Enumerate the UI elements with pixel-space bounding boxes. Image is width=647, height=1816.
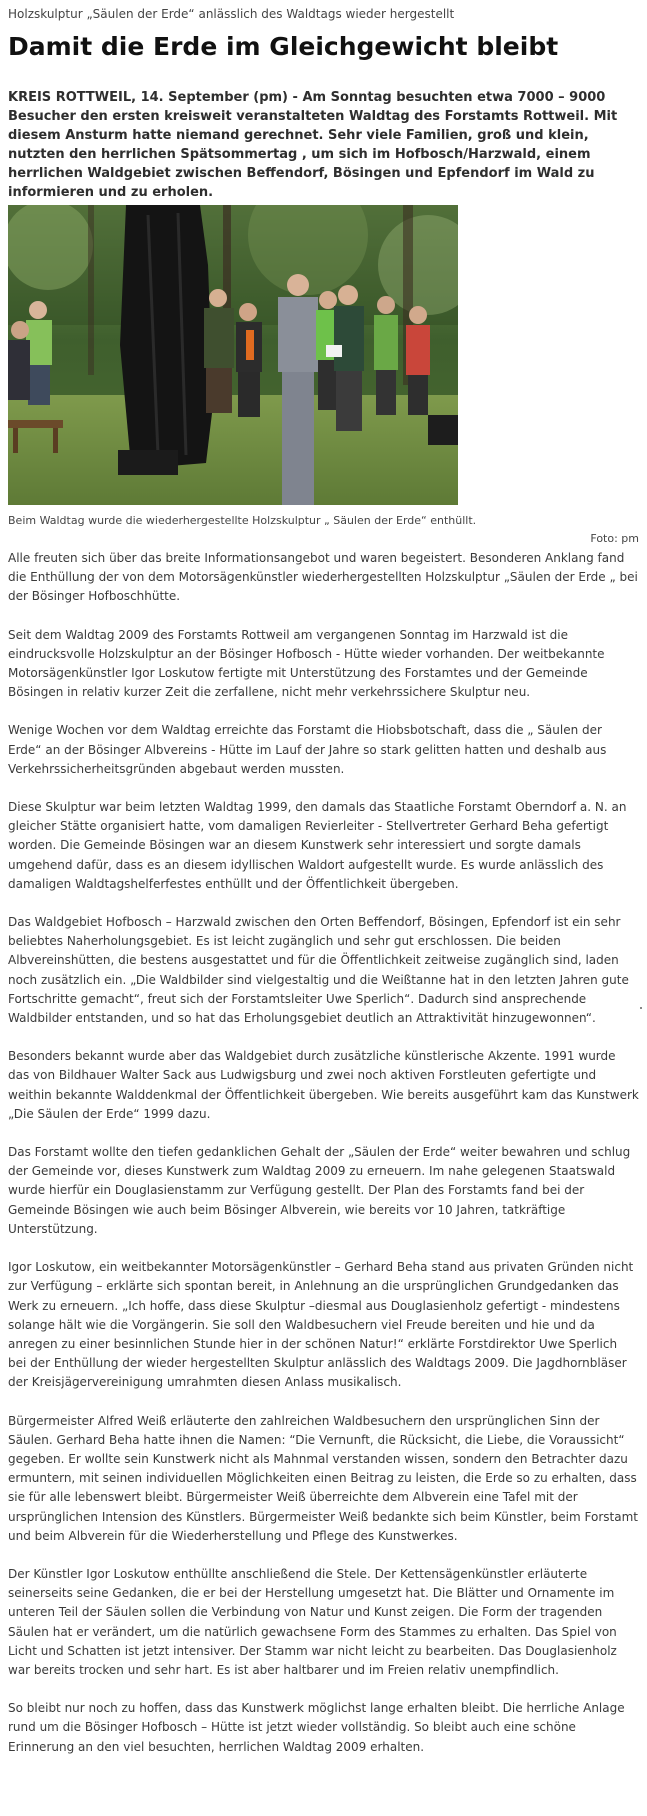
article-kicker: Holzskulptur „Säulen der Erde“ anlässlich des Waldtags wieder hergestellt (8, 7, 455, 21)
margin-dot (640, 1007, 642, 1009)
photo-credit: Foto: pm (590, 532, 639, 545)
paragraph: Seit dem Waldtag 2009 des Forstamts Rottweil am vergangenen Sonntag im Harzwald ist die eindrucksvolle Holzskulptur an der Bösinger Hofbosch - Hütte wieder vorhanden. Der weitbekannte Motorsägenkünstler Igor Loskutow fertigte mit Unterstützung des Forstamtes und der Gemeinde Bösingen in relativ kurzer Zeit die zerfallene, nicht mehr verkehrssichere Skulptur neu. (8, 627, 605, 700)
paragraph: So bleibt nur noch zu hoffen, dass das Kunstwerk möglichst lange erhalten bleibt. Die herrliche Anlage rund um die Bösinger Hofbosch – Hütte ist jetzt wieder vollständig. So bleibt auch eine schöne Erinnerung an den viel besuchten, herrlichen Waldtag 2009 erhalten. (8, 1701, 625, 1754)
paragraph: Diese Skulptur war beim letzten Waldtag 1999, den damals das Staatliche Forstamt Oberndorf a. N. an gleicher Stätte organisiert hatte, vom damaligen Revierleiter - Stellvertreter Gerhard Beha gefertigt worden. Die Gemeinde Bösingen war an diesem Kunstwerk sehr interessiert und sorgte damals umgehend dafür, dass es an diesem idyllischen Waldort aufgestellt wurde. Es wurde anlässlich des damaligen Waldtagshelferfestes enthüllt und der Öffentlichkeit übergeben. (8, 800, 627, 891)
paragraph: Igor Loskutow, ein weitbekannter Motorsägenkünstler – Gerhard Beha stand aus privaten Gründen nicht zur Verfügung – erklärte sich spontan bereit, in Anlehnung an die ursprünglichen Grundgedanken das Werk zu erneuern. „Ich hoffe, dass diese Skulptur –diesmal aus Douglasienholz gefertigt - mindestens solange hält wie die Vorgängerin. Sie soll den Waldbesuchern viel Freude bereiten und hie und da anregen zu einer besinnlichen Stunde hier in der schönen Natur!“ erklärte Forstdirektor Uwe Sperlich bei der Enthüllung der wieder hergestellten Skulptur anlässlich des Waldtags 2009. Die Jagdhornbläser der Kreisjägervereinigung umrahmten diesen Anlass musikalisch. (8, 1260, 634, 1390)
article-lead: KREIS ROTTWEIL, 14. September (pm) - Am Sonntag besuchten etwa 7000 – 9000 Besucher den ersten kreisweit veranstalteten Waldtag des Forstamts Rottweil. Mit diesem Ansturm hatte niemand gerechnet. Sehr viele Familien, groß und klein, nutzten den herrlichen Spätsommertag , um sich im Hofbosch/Harzwald, einem herrlichen Waldgebiet zwischen Beffendorf, Bösingen und Epfendorf im Wald zu informieren und zu erholen. (8, 90, 618, 200)
paragraph: Alle freuten sich über das breite Informationsangebot und waren begeistert. Besonderen Anklang fand die Enthüllung der von dem Motorsägenkünstler wiederhergestellten Holzskulptur „Säulen der Erde „ bei der Bösinger Hofboschhütte. (8, 551, 638, 604)
paragraph: Der Künstler Igor Loskutow enthüllte anschließend die Stele. Der Kettensägenkünstler erläuterte seinerseits seine Gedanken, die er bei der Herstellung umgesetzt hat. Die Blätter und Ornamente im unteren Teil der Säulen sollen die Verbindung von Natur und Kunst zeigen. Die Form der tragenden Säulen hat er verändert, um die natürlich gewachsene Form des Stammes zu erhalten. Das Spiel von Licht und Schatten ist jetzt intensiver. Der Stamm war nicht leicht zu bearbeiten. Das Douglasienholz war bereits trocken und sehr hart. Es ist aber haltbarer und im Freien relativ unempfindlich. (8, 1566, 617, 1677)
photo-caption: Beim Waldtag wurde die wiederhergestellte Holzskulptur „ Säulen der Erde“ enthüllt. (8, 514, 477, 527)
article-photo (8, 205, 458, 505)
paragraph: Besonders bekannt wurde aber das Waldgebiet durch zusätzliche künstlerische Akzente. 1991 wurde das von Bildhauer Walter Sack aus Ludwigsburg und zwei noch aktiven Forstleuten gefertigte und weithin bekannte Walddenkmal der Öffentlichkeit übergeben. Wie bereits ausgeführt kam das Kunstwerk „Die Säulen der Erde“ 1999 dazu. (8, 1049, 639, 1121)
paragraph: Wenige Wochen vor dem Waldtag erreichte das Forstamt die Hiobsbotschaft, dass die „ Säulen der Erde“ an der Bösinger Albvereins - Hütte im Lauf der Jahre so stark gelitten hatten und deshalb aus Verkehrssicherheitsgründen abgebaut werden mussten. (8, 723, 607, 776)
paragraph: Bürgermeister Alfred Weiß erläuterte den zahlreichen Waldbesuchern den ursprünglichen Sinn der Säulen. Gerhard Beha hatte ihnen die Namen: “Die Vernunft, die Rücksicht, die Liebe, die Voraussicht“ gegeben. Er wollte sein Kunstwerk nicht als Mahnmal verstanden wissen, sondern den Betrachter dazu ermuntern, mit seinen individuellen Möglichkeiten einen Beitrag zu leisten, die Erde so zu erhalten, dass sie für alle lebenswert bleibt. Bürgermeister Weiß überreichte dem Albverein eine Tafel mit der ursprünglichen Intension des Künstlers. Bürgermeister Weiß bedankte sich beim Künstler, beim Forstamt und beim Albverein für die Wiederherstellung und Pflege des Kunstwerkes. (8, 1413, 638, 1543)
paragraph: Das Waldgebiet Hofbosch – Harzwald zwischen den Orten Beffendorf, Bösingen, Epfendorf ist ein sehr beliebtes Naherholungsgebiet. Es ist leicht zugänglich und sehr gut erschlossen. Die beiden Albvereinshütten, die bestens ausgestattet und für die Öffentlichkeit zeitweise zugänglich sind, laden noch zusätzlich ein. „Die Waldbilder sind vielgestaltig und die Weißtanne hat in den letzten Jahren gute Fortschritte gemacht“, freut sich der Forstamtsleiter Uwe Sperlich“. Dadurch sind ansprechende Waldbilder entstanden, und so hat das Erholungsgebiet deutlich an Attraktivität hinzugewonnen“. (8, 915, 629, 1026)
paragraph: Das Forstamt wollte den tiefen gedanklichen Gehalt der „Säulen der Erde“ weiter bewahren und schlug der Gemeinde vor, dieses Kunstwerk zum Waldtag 2009 zu erneuern. Im nahe gelegenen Staatswald wurde hierfür ein Douglasienstamm zur Verfügung gestellt. Der Plan des Forstamts fand bei der Gemeinde Bösingen wie auch beim Bösinger Albverein, wie bereits vor 10 Jahren, tatkräftige Unterstützung. (8, 1145, 631, 1236)
article-body (8, 549, 639, 1757)
article-headline: Damit die Erde im Gleichgewicht bleibt (8, 32, 559, 61)
